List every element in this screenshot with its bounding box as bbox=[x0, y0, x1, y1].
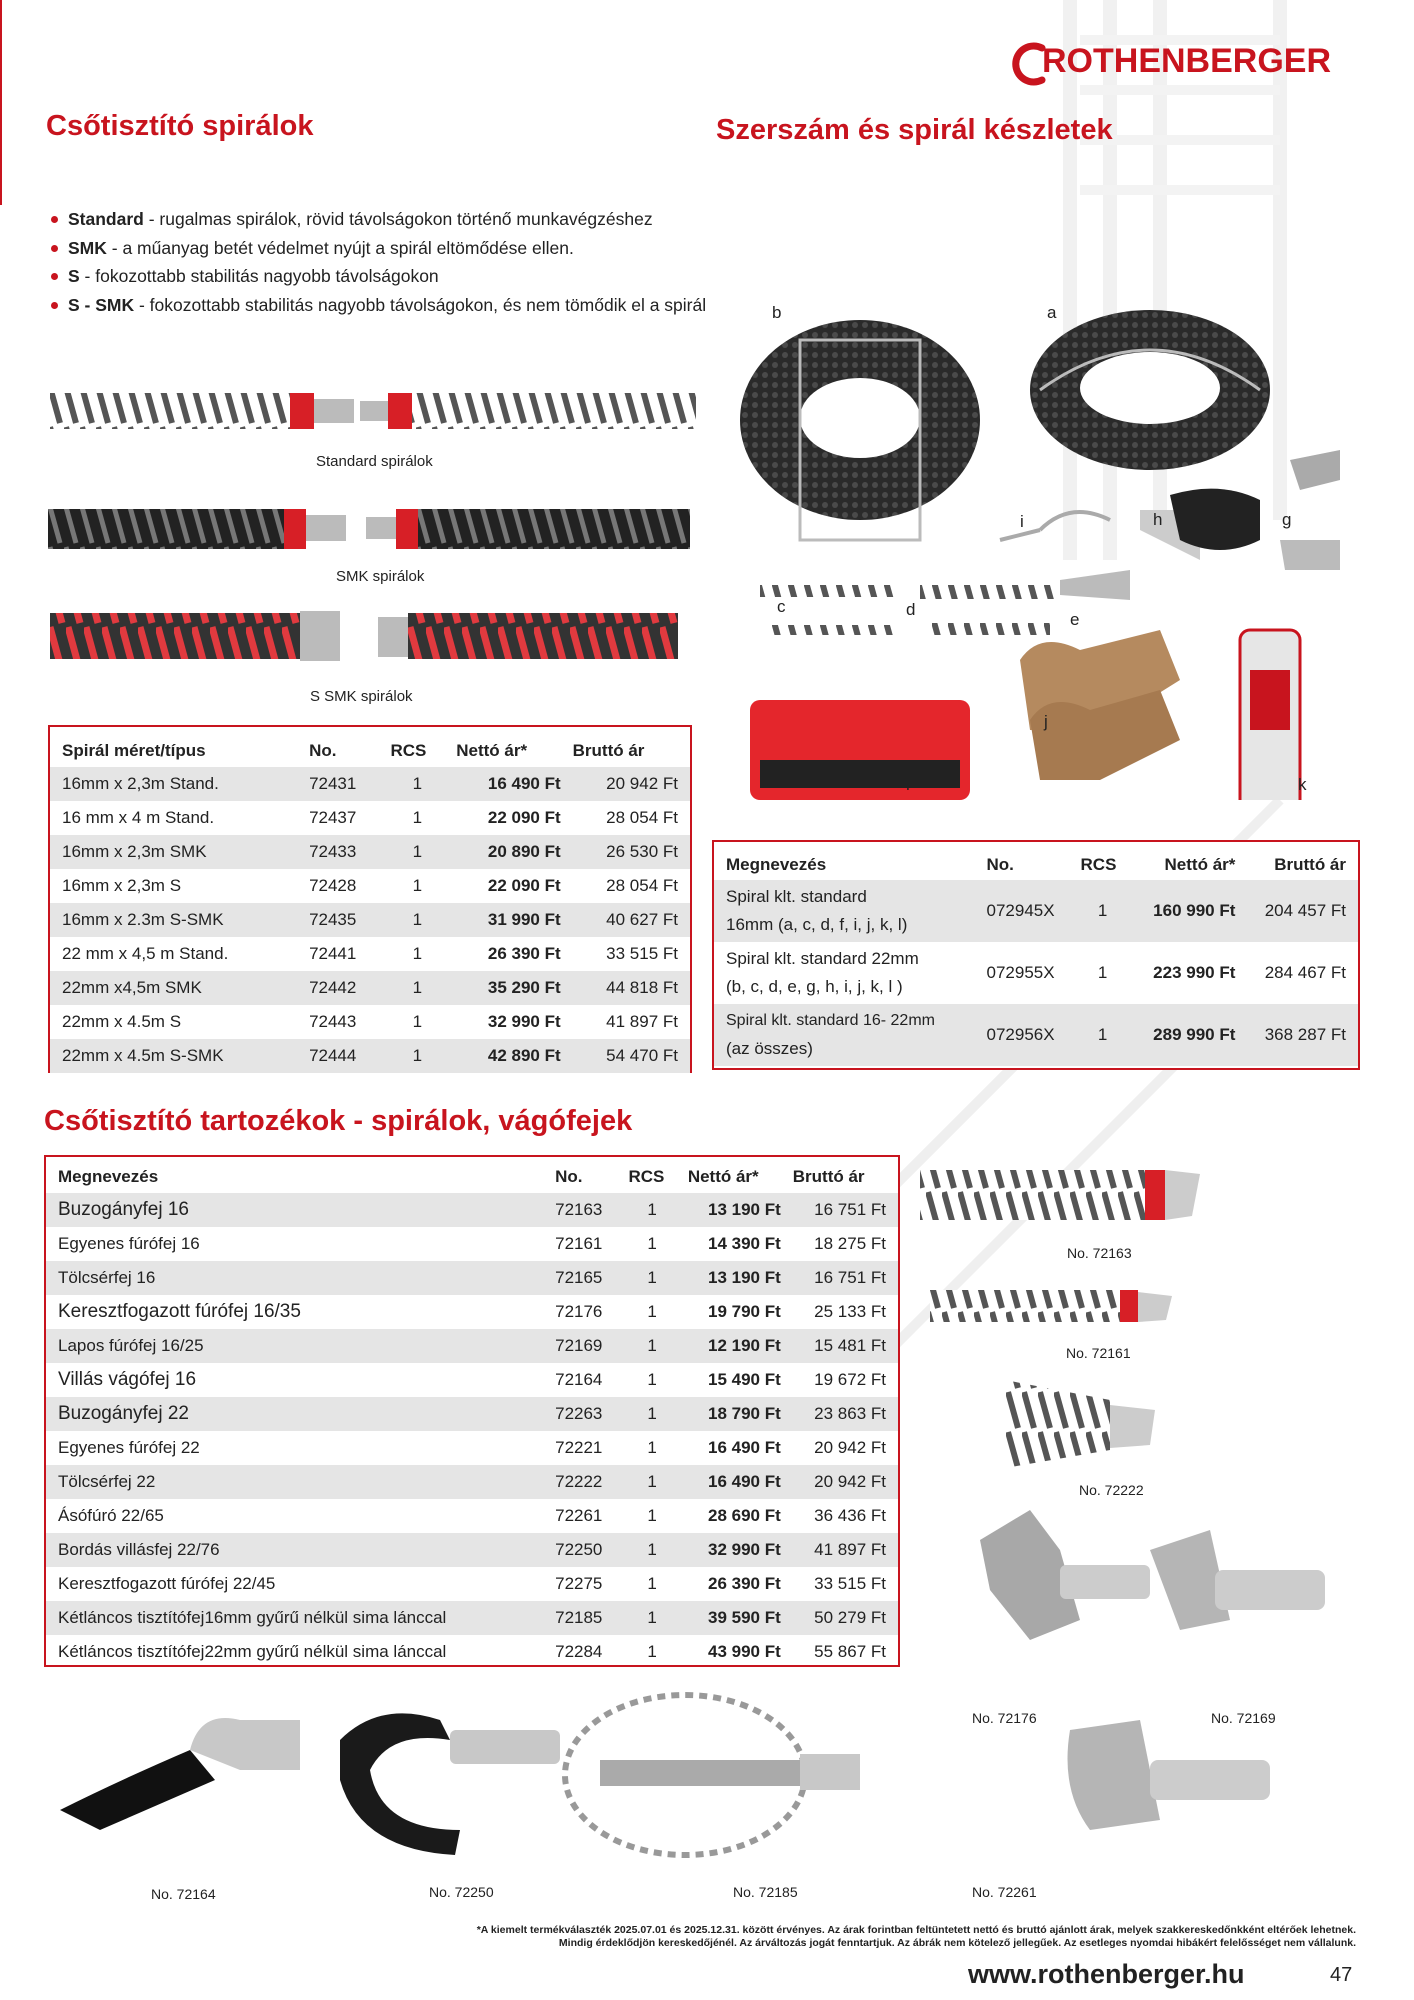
kit-label-e: e bbox=[1070, 610, 1080, 629]
col-header: Megnevezés bbox=[58, 1167, 159, 1186]
table-row: Keresztfogazott fúrófej 22/45 72275 1 26 390 Ft 33 515 Ft bbox=[58, 1574, 886, 1593]
table-row: 16mm x 2.3m S-SMK 72435 1 31 990 Ft 40 627 Ft bbox=[50, 903, 690, 937]
caption-72222: No. 72222 bbox=[1079, 1482, 1144, 1498]
col-header: No. bbox=[555, 1167, 583, 1186]
table-row: Buzogányfej 16 72163 1 13 190 Ft 16 751 Ft bbox=[46, 1193, 898, 1227]
col-header: Bruttó ár bbox=[572, 741, 645, 760]
footer-note-line1: *A kiemelt termékválaszték 2025.07.01 és 2025.12.31. között érvényes. Az árak forintban feltüntetett nettó és bruttó ajánlott árak, melyek szakkereskedőnkként eltérőek lehetnek. bbox=[476, 1924, 1356, 1936]
accessories-price-table bbox=[44, 1155, 900, 1667]
col-header: Bruttó ár bbox=[792, 1167, 865, 1186]
col-header: Megnevezés bbox=[726, 855, 827, 874]
col-header: No. bbox=[986, 855, 1014, 874]
product-72169-image bbox=[1150, 1530, 1325, 1630]
page-edge-rule bbox=[0, 0, 2, 205]
left-section-title: Csőtisztító spirálok bbox=[46, 110, 314, 142]
col-header: Spirál méret/típus bbox=[62, 741, 206, 760]
coil-a-image bbox=[1030, 310, 1270, 470]
product-72176-image bbox=[980, 1510, 1150, 1640]
kit-label-a: a bbox=[1047, 303, 1057, 322]
bullet-item: Standard - rugalmas spirálok, rövid távolságokon történő munkavégzéshez bbox=[48, 205, 708, 234]
caption-72163: No. 72163 bbox=[1067, 1245, 1132, 1261]
smk-spiral-image bbox=[48, 509, 690, 549]
caption-72161: No. 72161 bbox=[1066, 1345, 1131, 1361]
table-row: Ásófúró 22/65 72261 1 28 690 Ft 36 436 Ft bbox=[58, 1506, 886, 1525]
page-number: 47 bbox=[1330, 1964, 1353, 1986]
kit-price-table bbox=[712, 840, 1360, 1070]
caption-72164: No. 72164 bbox=[151, 1886, 216, 1902]
standard-spiral-image bbox=[50, 393, 696, 429]
spiral-images bbox=[48, 385, 698, 715]
spiral-price-table bbox=[48, 725, 692, 1073]
col-header: No. bbox=[309, 741, 337, 760]
table-row: 22mm x 4.5m S-SMK 72444 1 42 890 Ft 54 470 Ft bbox=[50, 1039, 690, 1073]
table-row: Keresztfogazott fúrófej 16/35 72176 1 19 790 Ft 25 133 Ft bbox=[58, 1301, 886, 1322]
standard-spirals-caption: Standard spirálok bbox=[316, 453, 433, 470]
smk-spirals-caption: SMK spirálok bbox=[336, 568, 425, 585]
table-row: Egyenes fúrófej 22 72221 1 16 490 Ft 20 942 Ft bbox=[58, 1438, 886, 1457]
right-section-title: Szerszám és spirál készletek bbox=[716, 114, 1113, 146]
product-72164-image bbox=[60, 1718, 300, 1830]
kit-label-i: i bbox=[1020, 512, 1024, 531]
table-row: Spiral klt. standard 22mm (b, c, d, e, g, h, i, j, k, l ) 072955X 1 223 990 Ft 284 467 Ft bbox=[726, 949, 1346, 996]
brand-logo bbox=[1002, 40, 1362, 86]
accessories-section-title: Csőtisztító tartozékok - spirálok, vágófejek bbox=[44, 1105, 633, 1137]
product-72185-image bbox=[565, 1695, 860, 1855]
bullet-item: SMK - a műanyag betét védelmet nyújt a spirál eltömődése ellen. bbox=[48, 234, 708, 263]
caption-72185: No. 72185 bbox=[733, 1884, 798, 1900]
kit-label-j: j bbox=[1044, 712, 1048, 731]
product-72261-image bbox=[1068, 1720, 1271, 1830]
col-header: Nettó ár* bbox=[687, 1167, 759, 1186]
caption-72176: No. 72176 bbox=[972, 1710, 1037, 1726]
table-row: Egyenes fúrófej 16 72161 1 14 390 Ft 18 275 Ft bbox=[58, 1234, 886, 1253]
table-row: 16 mm x 4 m Stand. 72437 1 22 090 Ft 28 054 Ft bbox=[62, 808, 678, 827]
table-row: Lapos fúrófej 16/25 72169 1 12 190 Ft 15 481 Ft bbox=[46, 1329, 898, 1363]
col-header: RCS bbox=[1080, 855, 1117, 874]
table-row: Tölcsérfej 22 72222 1 16 490 Ft 20 942 Ft bbox=[46, 1465, 898, 1499]
footer-note-line2: Mindig érdeklődjön kereskedőjénél. Az árváltozás jogát fenntartjuk. Az ábrák nem kötelező jellegűek. Az esetleges nyomdai hibákért felelősséget nem vállalunk. bbox=[558, 1937, 1356, 1949]
feature-bullets bbox=[48, 205, 708, 319]
s-smk-spiral-image bbox=[50, 611, 678, 661]
product-72161-image bbox=[930, 1290, 1172, 1322]
s-smk-spirals-caption: S SMK spirálok bbox=[310, 688, 413, 705]
caption-72250: No. 72250 bbox=[429, 1884, 494, 1900]
table-row: 16mm x 2,3m Stand. 72431 1 16 490 Ft 20 942 Ft bbox=[50, 767, 690, 801]
kit-label-h: h bbox=[1153, 510, 1163, 529]
table-row: 16mm x 2,3m S 72428 1 22 090 Ft 28 054 Ft bbox=[62, 876, 678, 895]
gloves-image bbox=[1020, 630, 1180, 780]
table-row: 16mm x 2,3m SMK 72433 1 20 890 Ft 26 530 Ft bbox=[50, 835, 690, 869]
footer-note bbox=[256, 1924, 1356, 1950]
logo-text: ROTHENBERGER bbox=[1042, 42, 1332, 80]
coil-b-image bbox=[740, 320, 980, 540]
kit-label-b: b bbox=[772, 303, 782, 322]
col-header: RCS bbox=[628, 1167, 665, 1186]
tool-case-image bbox=[750, 700, 970, 800]
bullet-item: S - SMK - fokozottabb stabilitás nagyobb távolságokon, és nem tömődik el a spirál bbox=[48, 291, 708, 320]
col-header: Nettó ár* bbox=[456, 741, 528, 760]
table-row: 22mm x 4.5m S 72443 1 32 990 Ft 41 897 Ft bbox=[62, 1012, 678, 1031]
website-link[interactable]: www.rothenberger.hu bbox=[968, 1959, 1245, 1989]
table-row: Kétláncos tisztítófej22mm gyűrű nélkül sima lánccal 72284 1 43 990 Ft 55 867 Ft bbox=[58, 1642, 886, 1661]
table-row: 22 mm x 4,5 m Stand. 72441 1 26 390 Ft 33 515 Ft bbox=[62, 944, 678, 963]
table-row: Bordás villásfej 22/76 72250 1 32 990 Ft 41 897 Ft bbox=[46, 1533, 898, 1567]
col-header: Bruttó ár bbox=[1274, 855, 1346, 874]
col-header: Nettó ár* bbox=[1164, 855, 1236, 874]
kit-label-d: d bbox=[906, 600, 916, 619]
caption-72169: No. 72169 bbox=[1211, 1710, 1276, 1726]
table-row: Villás vágófej 16 72164 1 15 490 Ft 19 672 Ft bbox=[58, 1369, 886, 1390]
spray-can-image bbox=[1240, 630, 1300, 800]
table-row: Kétláncos tisztítófej16mm gyűrű nélkül sima lánccal 72185 1 39 590 Ft 50 279 Ft bbox=[46, 1601, 898, 1635]
product-72250-image bbox=[340, 1713, 560, 1855]
accessory-images-right bbox=[910, 1150, 1370, 1710]
caption-72261: No. 72261 bbox=[972, 1884, 1037, 1900]
table-row: Tölcsérfej 16 72165 1 13 190 Ft 16 751 Ft bbox=[46, 1261, 898, 1295]
accessory-images-bottom bbox=[40, 1690, 1340, 1880]
table-row: Buzogányfej 22 72263 1 18 790 Ft 23 863 Ft bbox=[46, 1397, 898, 1431]
product-72163-image bbox=[920, 1170, 1200, 1220]
kit-images bbox=[740, 300, 1380, 800]
kit-label-c: c bbox=[777, 597, 786, 616]
table-row: 22mm x4,5m SMK 72442 1 35 290 Ft 44 818 Ft bbox=[50, 971, 690, 1005]
kit-label-g: g bbox=[1282, 510, 1292, 529]
kit-label-l: l bbox=[906, 775, 910, 794]
bullet-item: S - fokozottabb stabilitás nagyobb távolságokon bbox=[48, 262, 708, 291]
table-row: Spiral klt. standard 16- 22mm (az összes) 072956X 1 289 990 Ft 368 287 Ft bbox=[714, 1004, 1358, 1066]
table-row: Spiral klt. standard 16mm (a, c, d, f, i, j, k, l) 072945X 1 160 990 Ft 204 457 Ft bbox=[714, 880, 1358, 942]
kit-label-k: k bbox=[1298, 775, 1307, 794]
col-header: RCS bbox=[390, 741, 427, 760]
product-72222-image bbox=[1005, 1380, 1155, 1468]
